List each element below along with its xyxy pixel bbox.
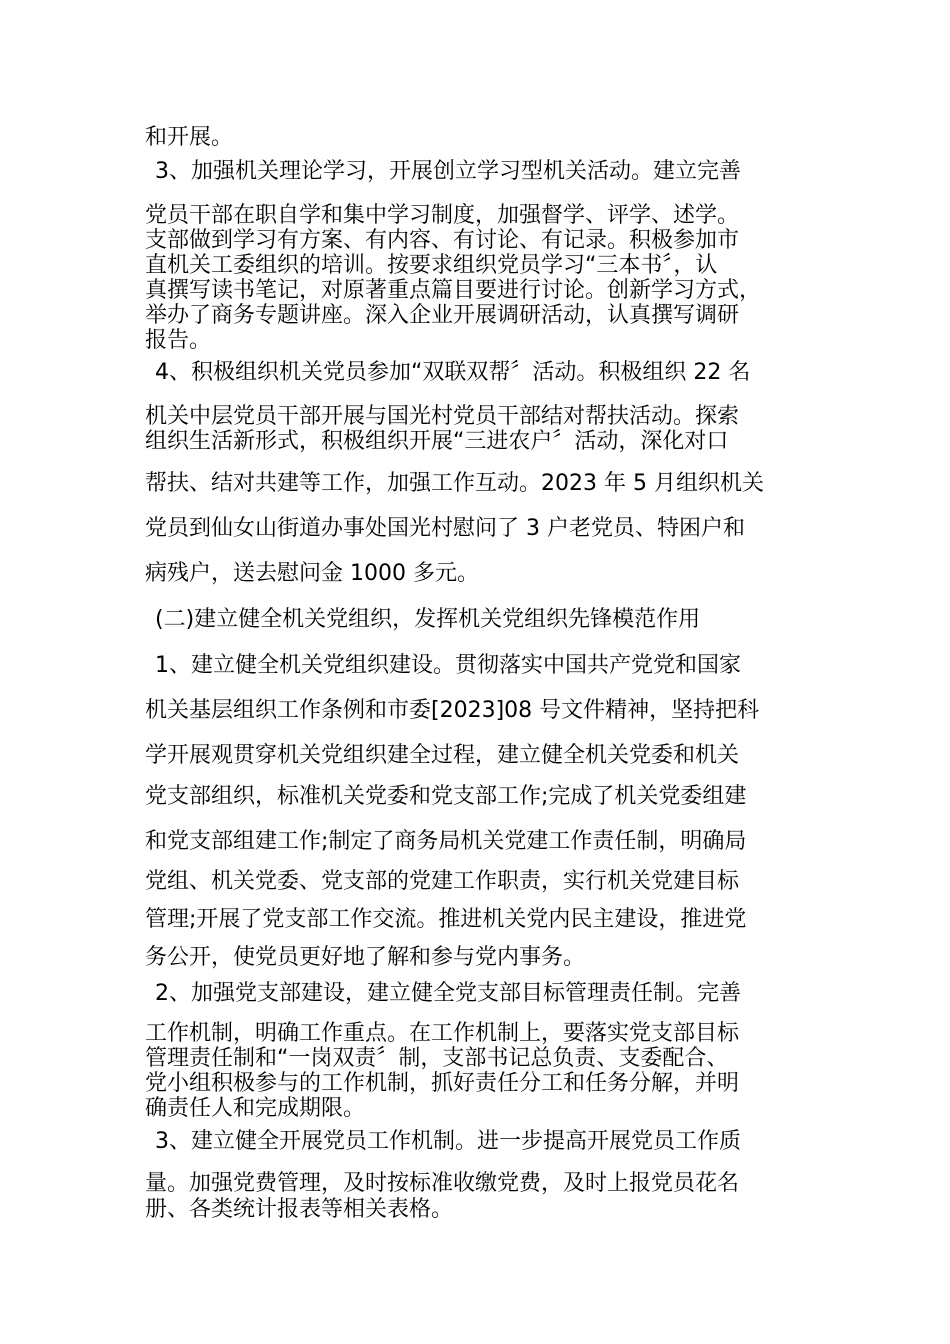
text-line: 工作机制，明确工作重点。在工作机制上，要落实党支部目标 xyxy=(145,1021,740,1046)
text-line: 直机关工委组织的培训。按要求组织党员学习“三本书〞，认 xyxy=(145,253,718,278)
text-line: 党员干部在职自学和集中学习制度，加强督学、评学、述学。 xyxy=(145,203,740,228)
text-line: 3、加强机关理论学习，开展创立学习型机关活动。建立完善 xyxy=(155,159,741,184)
text-line: 学开展观贯穿机关党组织建全过程，建立健全机关党委和机关 xyxy=(145,743,740,768)
text-line: 册、各类统计报表等相关表格。 xyxy=(145,1197,454,1222)
text-line: 和党支部组建工作;制定了商务局机关党建工作责任制，明确局 xyxy=(145,829,747,854)
text-line: 病残户，送去慰问金 1000 多元。 xyxy=(145,561,479,586)
text-line: 党小组积极参与的工作机制，抓好责任分工和任务分解，并明 xyxy=(145,1071,740,1096)
text-line: 真撰写读书笔记，对原著重点篇目要进行讨论。创新学习方式， xyxy=(145,278,762,303)
text-line: 和开展。 xyxy=(145,125,234,150)
text-line: 4、积极组织机关党员参加“双联双帮〞活动。积极组织 22 名 xyxy=(155,360,751,385)
text-line: 组织生活新形式，积极组织开展“三进农户〞活动，深化对口 xyxy=(145,429,729,454)
text-line: 机关中层党员干部开展与国光村党员干部结对帮扶活动。探索 xyxy=(145,404,740,429)
text-line: 报告。 xyxy=(145,328,212,353)
text-line: 量。加强党费管理，及时按标准收缴党费，及时上报党员花名 xyxy=(145,1171,740,1196)
text-line: 管理;开展了党支部工作交流。推进机关党内民主建设，推进党 xyxy=(145,907,747,932)
text-line: 3、建立健全开展党员工作机制。进一步提高开展党员工作质 xyxy=(155,1129,741,1154)
section-heading: (二)建立健全机关党组织，发挥机关党组织先锋模范作用 xyxy=(155,607,701,632)
text-line: 管理责任制和“一岗双责〞制，支部书记总负责、支委配合、 xyxy=(145,1046,729,1071)
text-line: 确责任人和完成期限。 xyxy=(145,1096,366,1121)
text-line: 支部做到学习有方案、有内容、有讨论、有记录。积极参加市 xyxy=(145,228,740,253)
text-line: 党支部组织，标准机关党委和党支部工作;完成了机关党委组建 xyxy=(145,784,747,809)
text-line: 举办了商务专题讲座。深入企业开展调研活动，认真撰写调研 xyxy=(145,303,740,328)
text-line: 1、建立健全机关党组织建设。贯彻落实中国共产党党和国家 xyxy=(155,653,741,678)
text-line: 务公开，使党员更好地了解和参与党内事务。 xyxy=(145,945,586,970)
text-line: 2、加强党支部建设，建立健全党支部目标管理责任制。完善 xyxy=(155,981,741,1006)
text-line: 机关基层组织工作条例和市委[2023]08 号文件精神，坚持把科 xyxy=(145,698,760,723)
text-line: 党员到仙女山街道办事处国光村慰问了 3 户老党员、特困户和 xyxy=(145,516,745,541)
text-line: 帮扶、结对共建等工作，加强工作互动。2023 年 5 月组织机关 xyxy=(145,471,764,496)
text-line: 党组、机关党委、党支部的党建工作职责，实行机关党建目标 xyxy=(145,869,740,894)
